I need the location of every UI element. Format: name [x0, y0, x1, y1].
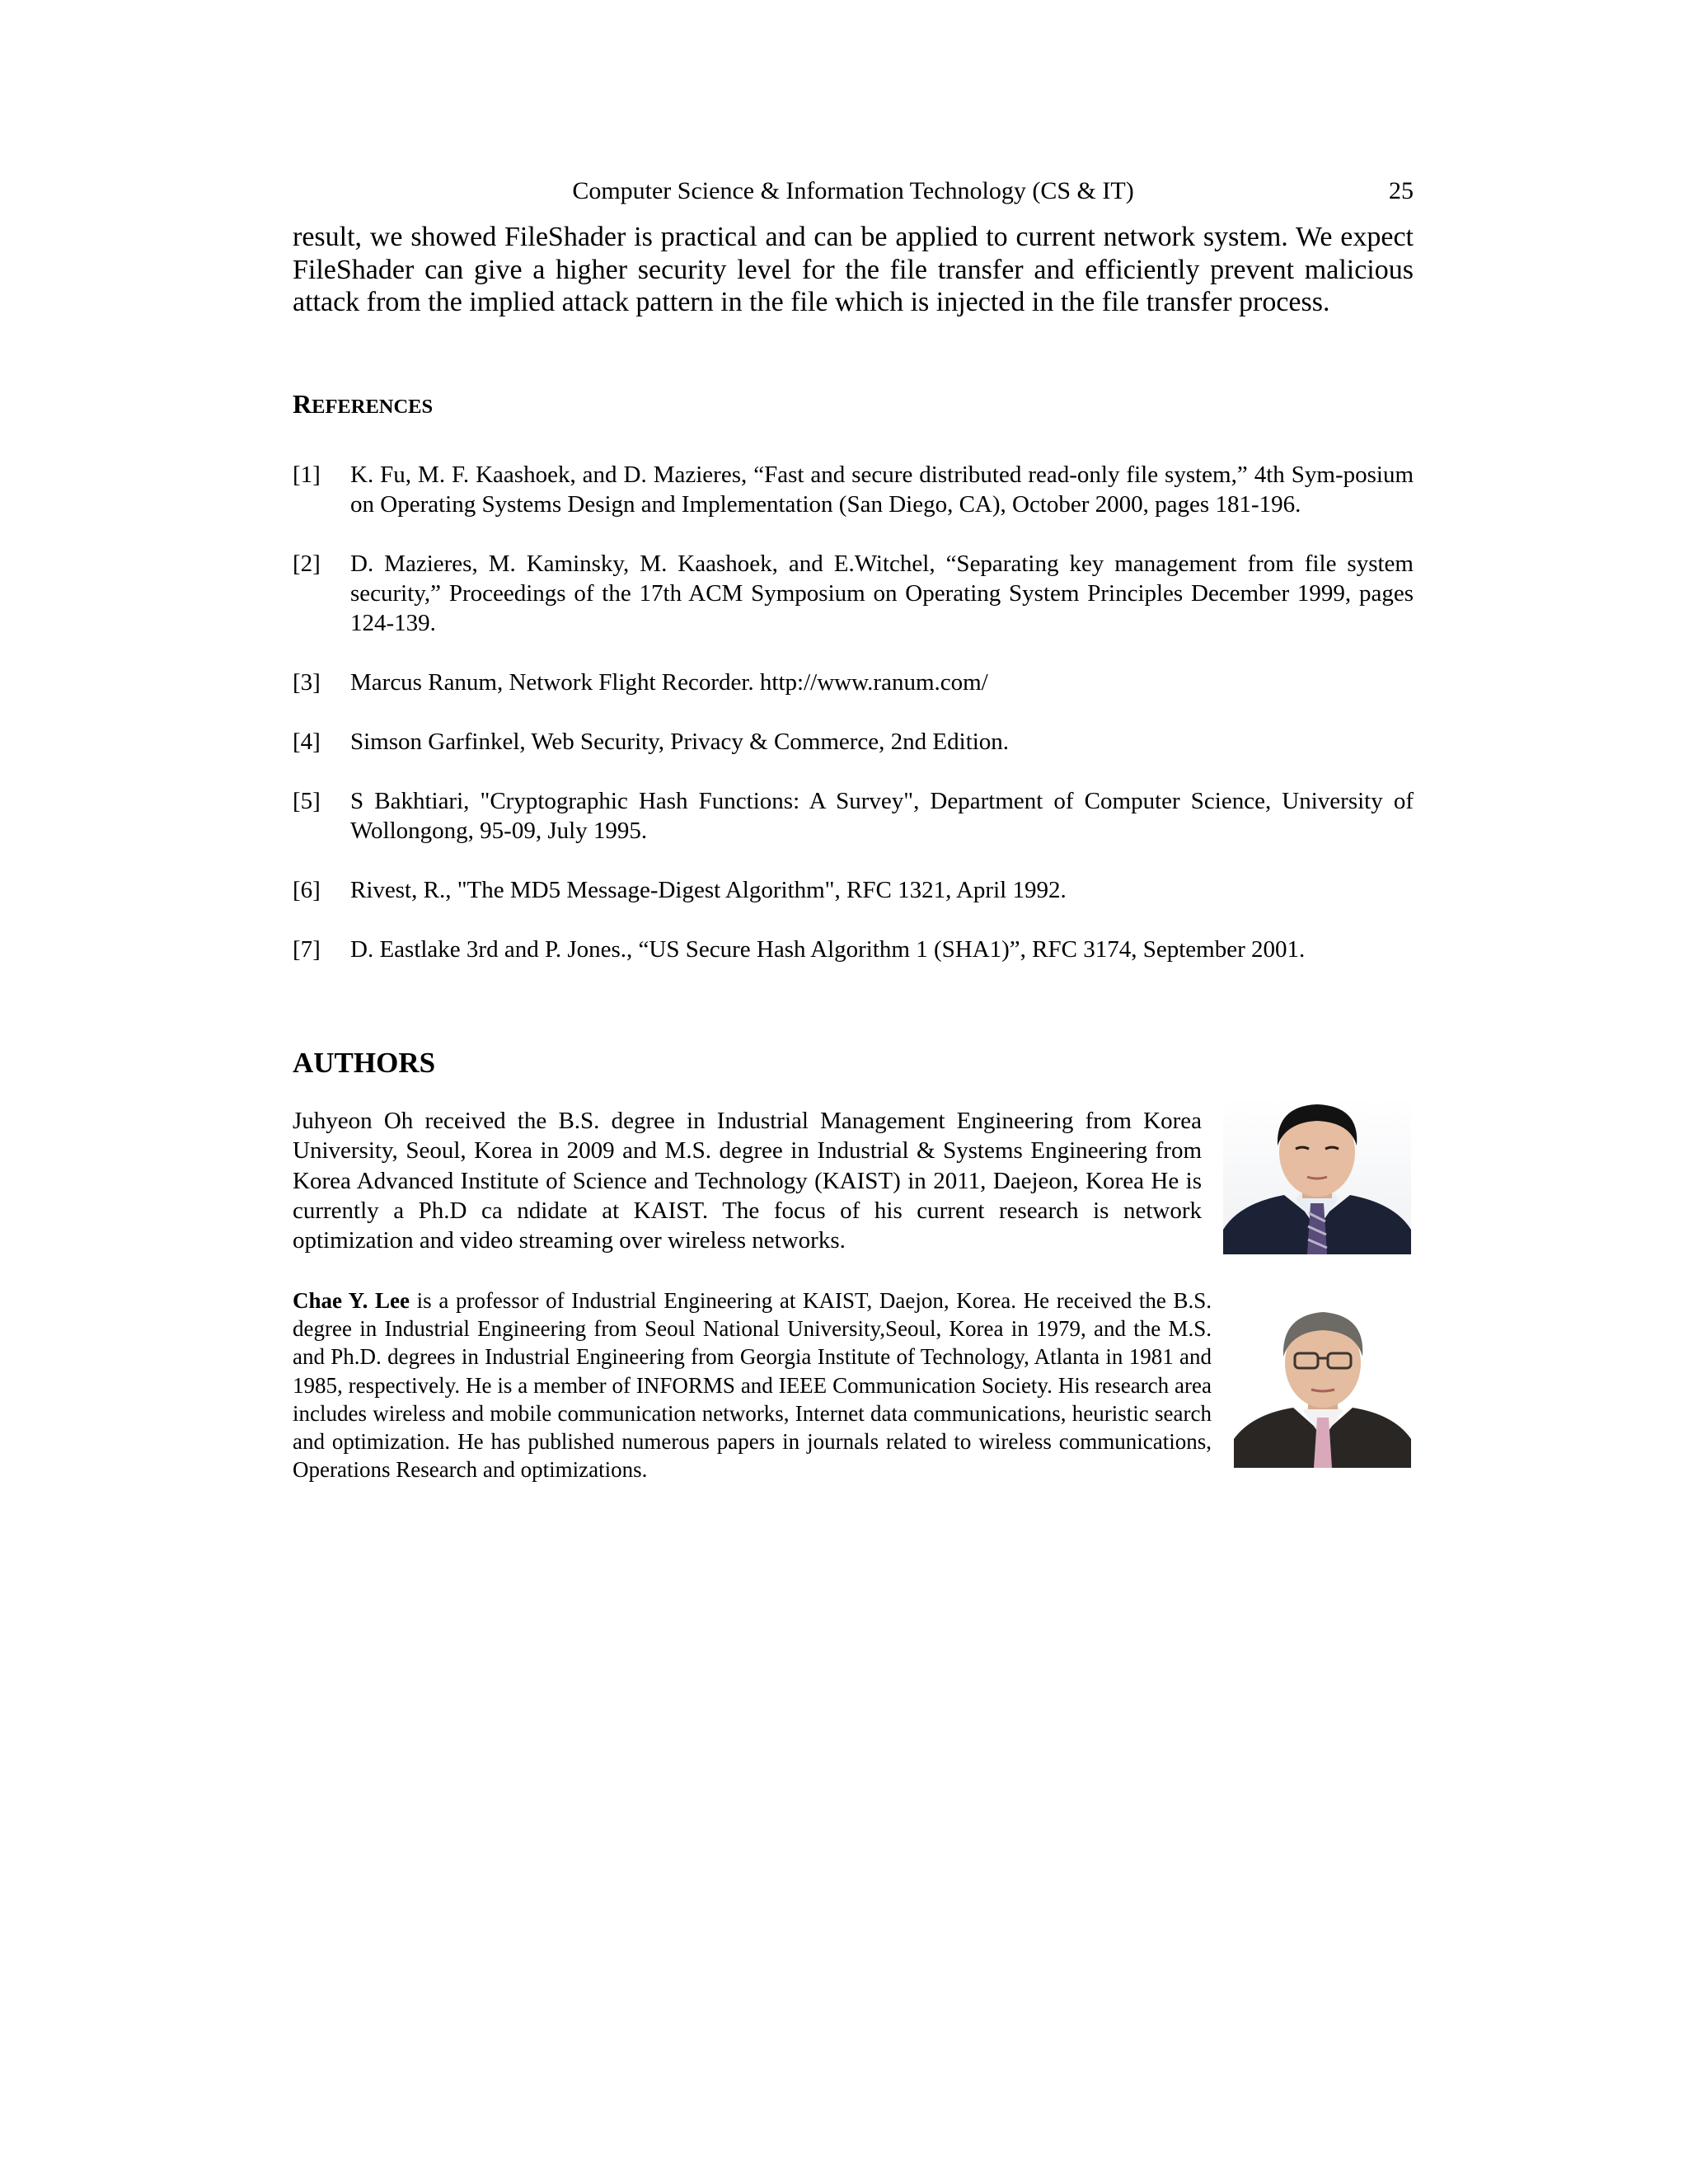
- reference-text: D. Mazieres, M. Kaminsky, M. Kaashoek, and E.Witchel, “Separating key management from file system security,” Proceedings of the 17th ACM Symposium on Operating System Principles December 1999, pages 124-139.: [350, 551, 1414, 636]
- reference-text: Marcus Ranum, Network Flight Recorder. http://www.ranum.com/: [350, 669, 988, 696]
- reference-number: [4]: [293, 729, 321, 755]
- reference-text: K. Fu, M. F. Kaashoek, and D. Mazieres, “Fast and secure distributed read-only file system,” 4th Sym-posium on Operating Systems Design and Implementation (San Diego, CA), October 2000, pages 181-196.: [350, 462, 1414, 518]
- conclusion-paragraph: result, we showed FileShader is practical and can be applied to current network system. We expect FileShader can give a higher security level for the file transfer and efficiently prevent malicious attack from the implied attack pattern in the file which is injected in the file transfer process.: [293, 222, 1414, 317]
- reference-text: Simson Garfinkel, Web Security, Privacy & Commerce, 2nd Edition.: [350, 729, 1010, 755]
- reference-item: [293, 935, 1414, 964]
- references-heading-rest: EFERENCES: [312, 396, 434, 418]
- author-photo-lee: [1234, 1294, 1411, 1468]
- reference-item: [293, 786, 1414, 846]
- reference-item: [293, 668, 1414, 697]
- reference-number: [3]: [293, 669, 321, 696]
- reference-text: D. Eastlake 3rd and P. Jones., “US Secure Hash Algorithm 1 (SHA1)”, RFC 3174, September 2001.: [350, 936, 1306, 963]
- reference-item: [293, 460, 1414, 519]
- reference-item: [293, 875, 1414, 905]
- reference-list: [293, 460, 1414, 994]
- page-number: 25: [1389, 177, 1414, 204]
- reference-text: Rivest, R., "The MD5 Message-Digest Algorithm", RFC 1321, April 1992.: [350, 877, 1067, 903]
- author-bio-oh: Juhyeon Oh received the B.S. degree in Industrial Management Engineering from Korea University, Seoul, Korea in 2009 and M.S. degree in Industrial & Systems Engineering from Korea Advanced Institute of Science and Technology (KAIST) in 2011, Daejeon, Korea He is currently a Ph.D ca ndidate at KAIST. The focus of his current research is network optimization and video streaming over wireless networks.: [293, 1108, 1202, 1254]
- authors-heading: AUTHORS: [293, 1047, 436, 1079]
- references-heading-initial: R: [293, 389, 312, 419]
- author-name-lee: Chae Y. Lee: [293, 1288, 410, 1313]
- references-heading: [293, 387, 1414, 424]
- reference-item: [293, 727, 1414, 757]
- running-header: [293, 173, 1414, 209]
- reference-number: [2]: [293, 551, 321, 577]
- author-bio-lee-text: is a professor of Industrial Engineering at KAIST, Daejon, Korea. He received the B.S. degree in Industrial Engineering from Seoul National University,Seoul, Korea in 1979, and the M.S. and Ph.D. degrees in Industrial Engineering from Georgia Institute of Technology, Atlanta in 1981 and 1985, respectively. He is a member of INFORMS and IEEE Communication Society. His research area includes wireless and mobile communication networks, Internet data communications, heuristic search and optimization. He has published numerous papers in journals related to wireless communications, Operations Research and optimizations.: [293, 1288, 1212, 1483]
- reference-text: S Bakhtiari, "Cryptographic Hash Functions: A Survey", Department of Computer Science, University of Wollongong, 95-09, July 1995.: [350, 788, 1414, 844]
- reference-number: [5]: [293, 788, 321, 814]
- journal-title: Computer Science & Information Technology (CS & IT): [572, 177, 1134, 204]
- reference-number: [7]: [293, 936, 321, 963]
- author-photo-oh: [1223, 1098, 1411, 1254]
- author-bio-lee: [293, 1286, 1212, 1483]
- reference-number: [1]: [293, 462, 321, 488]
- reference-item: [293, 549, 1414, 638]
- reference-number: [6]: [293, 877, 321, 903]
